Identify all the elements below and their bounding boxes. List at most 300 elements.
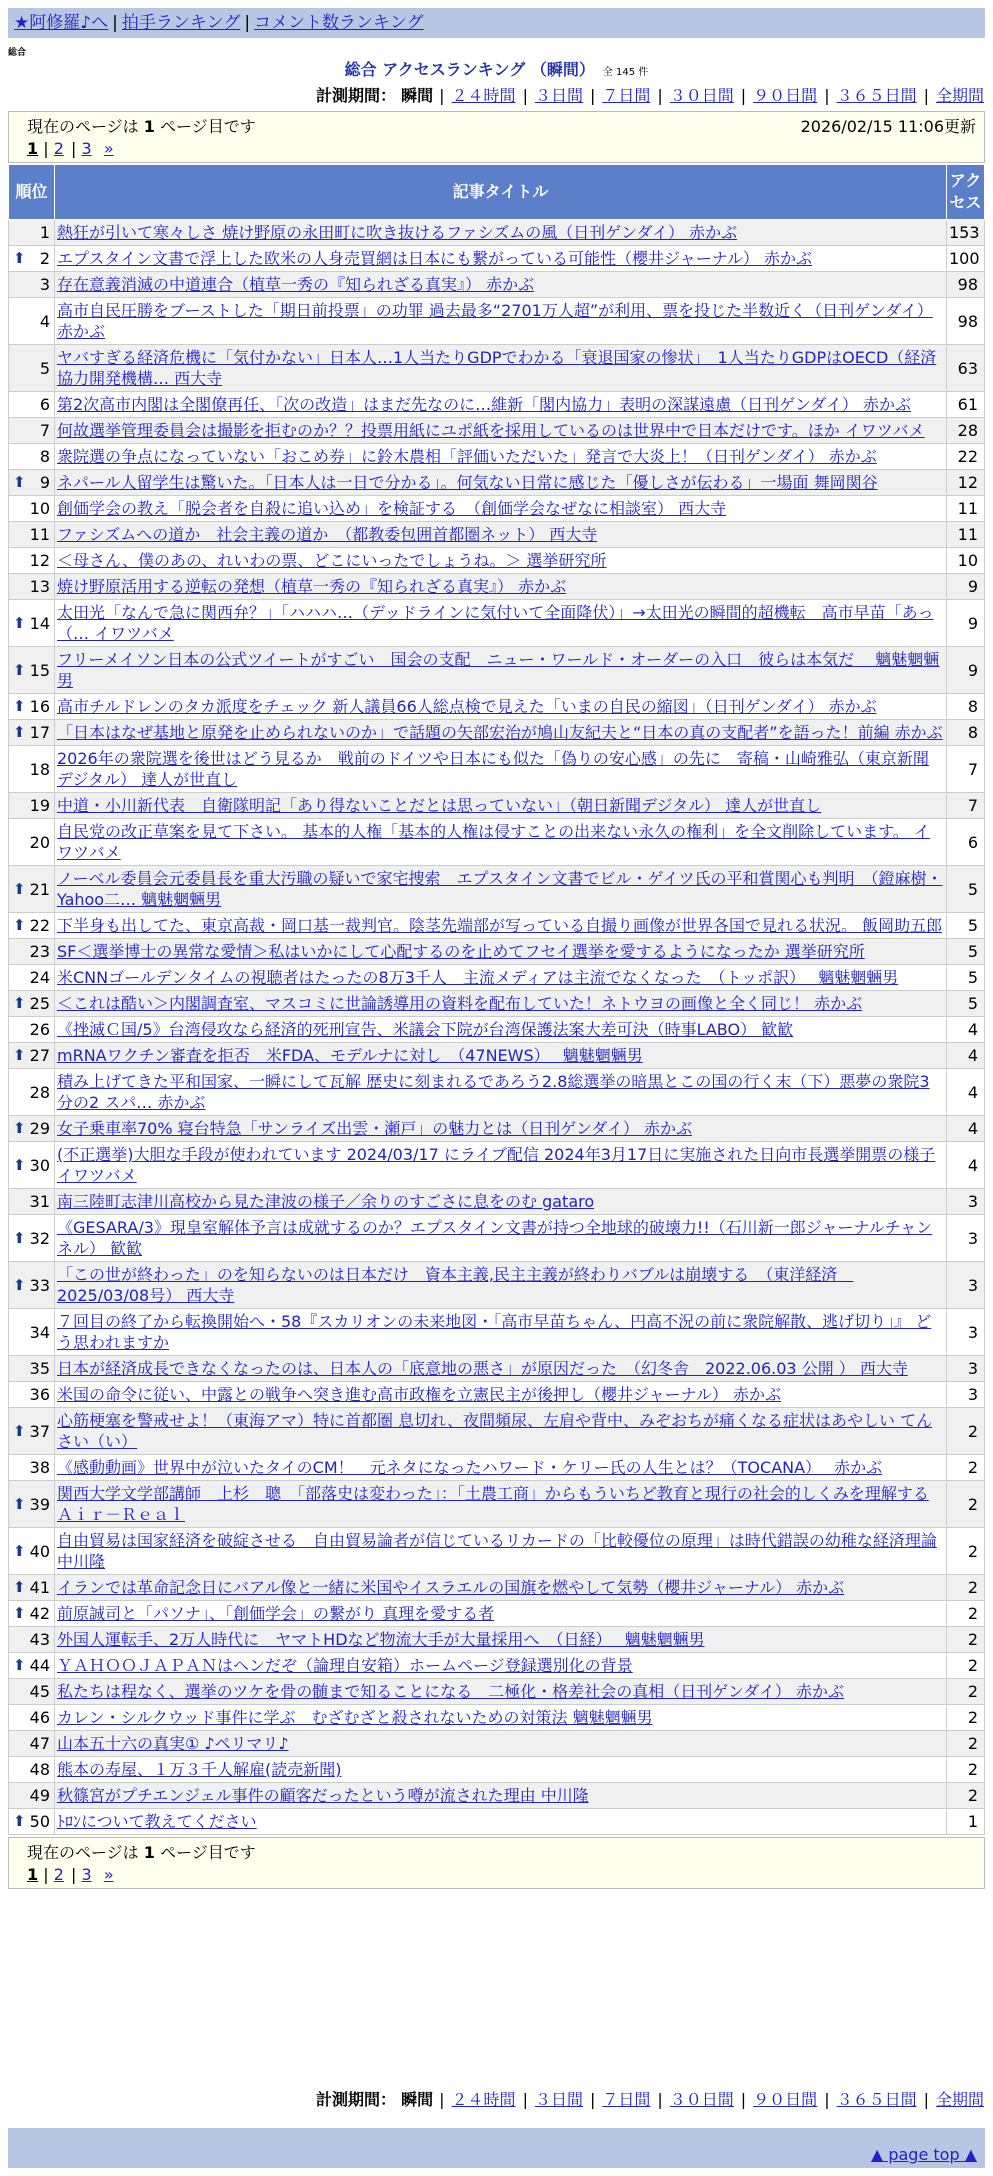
rank-number: 7 [39, 421, 50, 440]
rank-cell [9, 1408, 55, 1455]
rank-cell [9, 470, 55, 496]
article-link[interactable]: 「この世が終わった」のを知らないのは日本だけ 資本主義,民主主義が終わりバブルは崩壊する （東洋経済 2025/03/08号） 西大寺 [57, 1265, 854, 1305]
article-link[interactable]: 米国の命令に従い、中露との戦争へ突き進む高市政権を立憲民主が後押し（櫻井ジャーナル） 赤かぶ [57, 1385, 781, 1404]
period-link-30d[interactable]: ３０日間 [669, 86, 734, 105]
table-row [9, 1017, 985, 1043]
rank-cell [9, 1705, 55, 1731]
access-count: 153 [947, 220, 985, 246]
rank-cell [9, 574, 55, 600]
article-link[interactable]: 日本が経済成長できなくなったのは、日本人の「底意地の悪さ」が原因だった （幻冬舎 2022.06.03 公開 ） 西大寺 [57, 1359, 908, 1378]
nav-link-asyura[interactable]: ★阿修羅♪へ [14, 13, 109, 33]
rank-number: 4 [39, 311, 50, 331]
period-current: 瞬間 [401, 86, 434, 105]
title-cell [55, 345, 947, 392]
access-count: 2 [947, 1528, 985, 1575]
rank-up-arrow-icon: ⬆ [13, 1812, 26, 1830]
period-link-7d[interactable]: ７日間 [602, 2090, 651, 2109]
page-current: 1 [27, 139, 39, 158]
rank-number: 20 [29, 832, 50, 852]
article-link[interactable]: 第2次高市内閣は全閣僚再任、「次の改造」はまだ先なのに…維新「閣内協力」表明の深謀遠慮（日刊ゲンダイ） 赤かぶ [57, 395, 911, 414]
article-link[interactable]: 2026年の衆院選を後世はどう見るか 戦前のドイツや日本にも似た「偽りの安心感」の先に 寄稿・山崎雅弘（東京新聞デジタル） 達人が世直し [57, 749, 929, 789]
table-row [9, 574, 985, 600]
rank-number: 37 [29, 1421, 50, 1441]
table-row [9, 345, 985, 392]
article-link[interactable]: ヤバすぎる経済危機に「気付かない」日本人…1人当たりGDPでわかる「衰退国家の惨状」 1人当たりGDPはOECD（経済協力開発機構… 西大寺 [57, 348, 937, 388]
article-link[interactable]: 《GESARA/3》現皇室解体予言は成就するのか？エプスタイン文書が持つ全地球的破壊力!!（石川新一郎ジャーナルチャンネル） 歓歓 [57, 1218, 933, 1258]
rank-cell [9, 819, 55, 866]
article-link[interactable]: 太田光「なんで急に関西弁？」「ハハハ…（デッドラインに気付いて全面降伏）」→太田光の瞬間的超機転 高市早苗「あっ（… イワツバメ [57, 603, 934, 643]
article-link[interactable]: エプスタイン文書で浮上した欧米の人身売買網は日本にも繋がっている可能性（櫻井ジャーナル） 赤かぶ [57, 249, 813, 268]
rank-cell [9, 1731, 55, 1757]
rank-up-arrow-icon: ⬆ [13, 1119, 26, 1137]
rank-number: 30 [29, 1155, 50, 1175]
rank-cell [9, 1455, 55, 1481]
article-link[interactable]: 中道・小川新代表 自衛隊明記「あり得ないことだとは思っていない」（朝日新聞デジタル） 達人が世直し [57, 796, 822, 815]
access-count: 10 [947, 548, 985, 574]
title-cell [55, 1481, 947, 1528]
rank-up-arrow-icon: ⬆ [13, 916, 26, 934]
rank-number: 32 [29, 1228, 50, 1248]
access-count: 11 [947, 496, 985, 522]
rank-up-arrow-icon: ⬆ [13, 1578, 26, 1596]
rank-cell [9, 1262, 55, 1309]
nav-link-comment-ranking[interactable]: コメント数ランキング [254, 13, 424, 33]
article-link[interactable]: 熊本の寿屋、１万３千人解雇(読売新聞) [57, 1760, 342, 1779]
title-cell [55, 1705, 947, 1731]
table-row [9, 1356, 985, 1382]
article-link[interactable]: カレン・シルクウッド事件に学ぶ むざむざと殺されないための対策法 魑魅魍魎男 [57, 1708, 653, 1727]
table-row [9, 1116, 985, 1142]
page-current: 1 [27, 1865, 39, 1884]
rank-cell [9, 345, 55, 392]
rank-up-arrow-icon: ⬆ [13, 473, 26, 491]
rank-cell [9, 1809, 55, 1835]
rank-number: 21 [29, 879, 50, 899]
period-link-7d[interactable]: ７日間 [602, 86, 651, 105]
rank-number: 3 [39, 275, 50, 294]
rank-number: 1 [39, 223, 50, 242]
access-count: 98 [947, 298, 985, 345]
rank-number: 39 [29, 1494, 50, 1514]
period-link-3d[interactable]: ３日間 [534, 86, 583, 105]
page-link-2[interactable]: 2 [53, 1865, 64, 1884]
page-status: 現在のページは 1 ページ目です [27, 1843, 256, 1862]
rank-cell [9, 720, 55, 746]
rank-number: 50 [29, 1812, 50, 1831]
rank-cell [9, 1382, 55, 1408]
title-cell [55, 1382, 947, 1408]
rank-cell [9, 1528, 55, 1575]
rank-number: 24 [29, 968, 50, 987]
access-count: 6 [947, 819, 985, 866]
table-row [9, 793, 985, 819]
table-row [9, 600, 985, 647]
page-heading [0, 60, 993, 83]
title-cell [55, 574, 947, 600]
table-row [9, 1455, 985, 1481]
rank-number: 49 [29, 1786, 50, 1805]
article-link[interactable]: ノーベル委員会元委員長を重大汚職の疑いで家宅捜索 エプスタイン文書でビル・ゲイツ氏の平和賞関心も判明 （鐙麻樹・Yahoo二… 魑魅魍魎男 [57, 869, 943, 909]
rank-cell [9, 1116, 55, 1142]
access-count: 2 [947, 1757, 985, 1783]
rank-cell [9, 246, 55, 272]
table-row [9, 1262, 985, 1309]
article-link[interactable]: 自由貿易は国家経済を破綻させる 自由貿易論者が信じているリカードの「比較優位の原理」は時代錯誤の幼稚な経済理論 中川隆 [57, 1531, 937, 1571]
rank-up-arrow-icon: ⬆ [13, 249, 26, 267]
article-link[interactable]: 《挫滅Ｃ国/5》台湾侵攻なら経済的死刑宣告、米議会下院が台湾保護法案大差可決（時事LABO） 歓歓 [57, 1020, 794, 1039]
page-link-3[interactable]: 3 [81, 139, 92, 158]
table-row [9, 913, 985, 939]
title-cell [55, 1575, 947, 1601]
rank-number: 40 [29, 1541, 50, 1561]
rank-up-arrow-icon: ⬆ [13, 1228, 26, 1247]
article-link[interactable]: SF＜選挙博士の異常な愛情＞私はいかにして心配するのを止めてフセイ選挙を愛するようになったか 選挙研究所 [57, 942, 865, 961]
period-link-all[interactable]: 全期間 [935, 2090, 984, 2109]
article-link[interactable]: ＜これは酷い＞内閣調査室、マスコミに世論誘導用の資料を配布していた！ネトウヨの画像と全く同じ！ 赤かぶ [57, 994, 863, 1013]
rank-cell [9, 1653, 55, 1679]
access-count: 61 [947, 392, 985, 418]
article-link[interactable]: ７回目の終了から転換開始へ・58『スカリオンの未来地図・「高市早苗ちゃん、円高不況の前に衆院解散、逃げ切り」』 どう思われますか [57, 1312, 932, 1352]
rank-cell [9, 1575, 55, 1601]
table-row [9, 1809, 985, 1835]
access-count: 2 [947, 1705, 985, 1731]
access-count: 2 [947, 1601, 985, 1627]
access-count: 5 [947, 866, 985, 913]
title-cell [55, 720, 947, 746]
rank-number: 15 [29, 660, 50, 680]
page-status: 現在のページは 1 ページ目です [27, 117, 256, 136]
period-link-all[interactable]: 全期間 [935, 86, 984, 105]
access-count: 7 [947, 793, 985, 819]
title-cell [55, 991, 947, 1017]
rank-cell [9, 1309, 55, 1356]
article-link[interactable]: イランでは革命記念日にバアル像と一緒に米国やイスラエルの国旗を燃やして気勢（櫻井ジャーナル） 赤かぶ [57, 1578, 845, 1597]
article-link[interactable]: 焼け野原活用する逆転の発想（植草一秀の『知られざる真実』） 赤かぶ [57, 577, 567, 596]
page-link-2[interactable]: 2 [53, 139, 64, 158]
rank-number: 33 [29, 1275, 50, 1295]
access-count: 4 [947, 1043, 985, 1069]
table-row [9, 1601, 985, 1627]
ranking-body [9, 220, 985, 1835]
access-count: 1 [947, 1809, 985, 1835]
rank-cell [9, 496, 55, 522]
nav-separator: | [112, 13, 118, 33]
access-count: 2 [947, 1575, 985, 1601]
rank-number: 45 [29, 1682, 50, 1701]
rank-cell [9, 298, 55, 345]
access-count: 22 [947, 444, 985, 470]
table-row [9, 392, 985, 418]
article-link[interactable]: 女子乗車率70% 寝台特急「サンライズ出雲・瀬戸」の魅力とは（日刊ゲンダイ） 赤かぶ [57, 1119, 693, 1138]
access-count: 11 [947, 522, 985, 548]
article-link[interactable]: ファシズムへの道か 社会主義の道か （都教委包囲首都圏ネット） 西大寺 [57, 525, 598, 544]
table-row [9, 1481, 985, 1528]
article-link[interactable]: 積み上げてきた平和国家、一瞬にして瓦解 歴史に刻まれるであろう2.8総選挙の暗黒とこの国の行く末（下）悪夢の衆院3分の2 スパ… 赤かぶ [57, 1072, 930, 1112]
rank-cell [9, 1215, 55, 1262]
rank-up-arrow-icon: ⬆ [13, 1046, 26, 1064]
title-cell [55, 522, 947, 548]
title-cell [55, 1809, 947, 1835]
period-link-365d[interactable]: ３６５日間 [836, 86, 917, 105]
article-link[interactable]: 山本五十六の真実① ♪ペリマリ♪ [57, 1734, 289, 1753]
table-row [9, 1528, 985, 1575]
rank-number: 44 [29, 1656, 50, 1675]
table-row [9, 1309, 985, 1356]
title-cell [55, 1142, 947, 1189]
table-row [9, 1731, 985, 1757]
article-link[interactable]: 高市チルドレンのタカ派度をチェック 新人議員66人総点検で見えた「いまの自民の縮図」（日刊ゲンダイ） 赤かぶ [57, 697, 877, 716]
table-row [9, 819, 985, 866]
title-cell [55, 1731, 947, 1757]
rank-number: 36 [29, 1385, 50, 1404]
access-count: 3 [947, 1382, 985, 1408]
period-link-30d[interactable]: ３０日間 [669, 2090, 734, 2109]
title-cell [55, 444, 947, 470]
access-count: 4 [947, 1017, 985, 1043]
period-link-90d[interactable]: ９０日間 [753, 2090, 818, 2109]
article-link[interactable]: フリーメイソン日本の公式ツイートがすごい 国会の支配 ニュー・ワールド・オーダーの入口 彼らは本気だ 魑魅魍魎男 [57, 650, 940, 690]
rank-cell [9, 647, 55, 694]
article-link[interactable]: 米CNNゴールデンタイムの視聴者はたったの8万3千人 主流メディアは主流でなくなった （トッポ訳） 魑魅魍魎男 [57, 968, 899, 987]
table-row [9, 1215, 985, 1262]
rank-cell [9, 600, 55, 647]
rank-cell [9, 392, 55, 418]
title-cell [55, 1262, 947, 1309]
article-link[interactable]: mRNAワクチン審査を拒否 米FDA、モデルナに対し （47NEWS） 魑魅魍魎男 [57, 1046, 643, 1065]
access-count: 2 [947, 1408, 985, 1455]
rank-number: 23 [29, 942, 50, 961]
page-link-3[interactable]: 3 [81, 1865, 92, 1884]
table-row [9, 991, 985, 1017]
article-link[interactable]: ﾄﾛﾝについて教えてください [57, 1812, 257, 1831]
page-next[interactable]: » [103, 139, 114, 158]
table-row [9, 548, 985, 574]
table-row [9, 1189, 985, 1215]
article-link[interactable]: 秋篠宮がプチエンジェル事件の顧客だったという噂が流された理由 中川隆 [57, 1786, 589, 1805]
article-link[interactable]: (不正選挙)大胆な手段が使われています 2024/03/17 にライブ配信 2024年3月17日に実施された日向市長選挙開票の様子 イワツバメ [57, 1145, 936, 1185]
header-title: 記事タイトル [55, 165, 947, 220]
title-cell [55, 298, 947, 345]
title-cell [55, 1783, 947, 1809]
rank-number: 6 [39, 395, 50, 414]
rank-cell [9, 1627, 55, 1653]
title-cell [55, 1627, 947, 1653]
page-info-bottom [8, 1837, 985, 1889]
title-cell [55, 746, 947, 793]
access-count: 9 [947, 600, 985, 647]
table-row [9, 1757, 985, 1783]
rank-number: 28 [29, 1082, 50, 1102]
article-link[interactable]: 何故選挙管理委員会は撮影を拒むのか？？投票用紙にユポ紙を採用しているのは世界中で日本だけです。ほか イワツバメ [57, 421, 925, 440]
access-count: 4 [947, 1142, 985, 1189]
period-link-365d[interactable]: ３６５日間 [836, 2090, 917, 2109]
rank-number: 34 [29, 1322, 50, 1342]
access-count: 3 [947, 1189, 985, 1215]
period-link-3d[interactable]: ３日間 [534, 2090, 583, 2109]
table-row [9, 1783, 985, 1809]
rank-number: 13 [29, 577, 50, 596]
access-count: 3 [947, 1215, 985, 1262]
rank-cell [9, 1189, 55, 1215]
page-title: 総合 アクセスランキング （瞬間） [344, 60, 595, 79]
article-link[interactable]: 私たちは程なく、選挙のツケを骨の髄まで知ることになる 二極化・格差社会の真相（日刊ゲンダイ） 赤かぶ [57, 1682, 845, 1701]
rank-up-arrow-icon: ⬆ [13, 1604, 26, 1622]
table-row [9, 694, 985, 720]
title-cell [55, 1408, 947, 1455]
access-count: 5 [947, 939, 985, 965]
rank-number: 17 [29, 723, 50, 742]
rank-number: 22 [29, 916, 50, 935]
article-link[interactable]: ネパール人留学生は驚いた。「日本人は一日で分かる」。何気ない日常に感じた「優しさが伝わる」一場面 舞岡関谷 [57, 473, 878, 492]
rank-cell [9, 220, 55, 246]
title-cell [55, 1215, 947, 1262]
article-link[interactable]: 心筋梗塞を警戒せよ！（東海アマ）特に首都圏 息切れ、夜間頻尿、左肩や背中、みぞおちが痛くなる症状はあやしい てんさい（い） [57, 1411, 933, 1451]
article-link[interactable]: 衆院選の争点になっていない「おこめ券」に鈴木農相「評価いただいた」発言で大炎上！（日刊ゲンダイ） 赤かぶ [57, 447, 877, 466]
title-cell [55, 1017, 947, 1043]
rank-cell [9, 418, 55, 444]
rank-number: 14 [29, 613, 50, 633]
access-count: 2 [947, 1455, 985, 1481]
table-row [9, 496, 985, 522]
rank-number: 41 [29, 1578, 50, 1597]
article-link[interactable]: 高市自民圧勝をブーストした「期日前投票」の功罪 過去最多“2701万人超”が利用、票を投じた半数近く（日刊ゲンダイ） 赤かぶ [57, 301, 933, 341]
table-row [9, 272, 985, 298]
table-row [9, 1043, 985, 1069]
article-link[interactable]: 南三陸町志津川高校から見た津波の様子／余りのすごさに息をのむ gataro [57, 1192, 595, 1211]
access-count: 2 [947, 1481, 985, 1528]
rank-up-arrow-icon: ⬆ [13, 1275, 26, 1294]
header-rank: 順位 [9, 165, 55, 220]
access-count: 7 [947, 746, 985, 793]
table-row [9, 298, 985, 345]
title-cell [55, 496, 947, 522]
rank-number: 18 [29, 759, 50, 779]
period-selector-bottom: 計測期間： 瞬間 | ２４時間 | ３日間 | ７日間 | ３０日間 | ９０日間 | ３６５日間 | 全期間 [316, 2090, 984, 2109]
table-row [9, 1575, 985, 1601]
access-count: 2 [947, 1627, 985, 1653]
rank-cell [9, 793, 55, 819]
title-cell [55, 600, 947, 647]
rank-up-arrow-icon: ⬆ [13, 723, 26, 741]
title-cell [55, 866, 947, 913]
period-label: 計測期間： [316, 86, 397, 105]
table-row [9, 647, 985, 694]
table-row [9, 1653, 985, 1679]
title-cell [55, 793, 947, 819]
rank-number: 47 [29, 1734, 50, 1753]
table-row [9, 1069, 985, 1116]
title-cell [55, 819, 947, 866]
nav-separator: | [244, 13, 251, 33]
table-row [9, 939, 985, 965]
access-count: 5 [947, 991, 985, 1017]
rank-number: 42 [29, 1604, 50, 1623]
title-cell [55, 1356, 947, 1382]
title-cell [55, 548, 947, 574]
rank-up-arrow-icon: ⬆ [13, 1421, 26, 1440]
rank-number: 5 [39, 358, 50, 378]
title-cell [55, 694, 947, 720]
title-cell [55, 1653, 947, 1679]
article-link[interactable]: 「日本はなぜ基地と原発を止められないのか」で話題の矢部宏治が鳩山友紀夫と“日本の真の支配者”を語った！前編 赤かぶ [57, 723, 943, 742]
rank-cell [9, 1783, 55, 1809]
article-link[interactable]: 熱狂が引いて寒々しさ 焼け野原の永田町に吹き抜けるファシズムの風（日刊ゲンダイ） 赤かぶ [57, 223, 738, 242]
access-count: 8 [947, 694, 985, 720]
table-row [9, 220, 985, 246]
rank-cell [9, 694, 55, 720]
rank-cell [9, 272, 55, 298]
rank-number: 31 [29, 1192, 50, 1211]
article-link[interactable]: 創価学会の教え「脱会者を自殺に追い込め」を検証する （創価学会なぜなに相談室） 西大寺 [57, 499, 727, 518]
table-row [9, 1408, 985, 1455]
rank-cell [9, 1069, 55, 1116]
table-row [9, 522, 985, 548]
ranking-table [8, 164, 985, 1835]
title-cell [55, 965, 947, 991]
article-link[interactable]: 自民党の改正草案を見て下さい。 基本的人権「基本的人権は侵すことの出来ない永久の権利」を全文削除しています。 イワツバメ [57, 822, 930, 862]
access-count: 5 [947, 913, 985, 939]
period-link-24h[interactable]: ２４時間 [451, 86, 516, 105]
article-link[interactable]: 存在意義消滅の中道連合（植草一秀の『知られざる真実』） 赤かぶ [57, 275, 535, 294]
rank-cell [9, 913, 55, 939]
nav-link-clap-ranking[interactable]: 拍手ランキング [121, 13, 241, 33]
table-row [9, 866, 985, 913]
rank-cell [9, 1142, 55, 1189]
access-count: 8 [947, 720, 985, 746]
access-count: 2 [947, 1653, 985, 1679]
article-link[interactable]: 前原誠司と「パソナ」、「創価学会」の繋がり 真理を愛する者 [57, 1604, 495, 1623]
page-next[interactable]: » [103, 1865, 114, 1884]
table-row [9, 470, 985, 496]
access-count: 4 [947, 1116, 985, 1142]
table-row [9, 418, 985, 444]
title-cell [55, 1189, 947, 1215]
rank-cell [9, 746, 55, 793]
article-link[interactable]: ＜母さん、僕のあの、れいわの票、どこにいったでしょうね。＞ 選挙研究所 [57, 551, 607, 570]
table-row [9, 444, 985, 470]
title-cell [55, 913, 947, 939]
rank-number: 2 [39, 249, 50, 268]
rank-cell [9, 1757, 55, 1783]
article-link[interactable]: 関西大学文学部講師 上杉 聰 「部落史は変わった」：「土農工商」からもういちど教育と現行の社会的しくみを理解する Ａｉｒ－Ｒｅａｌ [57, 1484, 929, 1524]
access-count: 2 [947, 1783, 985, 1809]
article-link[interactable]: 下半身も出してた、東京高裁・岡口基一裁判官。陰茎先端部が写っている自撮り画像が世界各国で見れる状況。 飯岡助五郎 [57, 916, 943, 935]
title-cell [55, 1757, 947, 1783]
period-link-24h[interactable]: ２４時間 [451, 2090, 516, 2109]
rank-up-arrow-icon: ⬆ [13, 1541, 26, 1560]
title-cell [55, 418, 947, 444]
access-count: 9 [947, 574, 985, 600]
article-link[interactable]: ＹＡＨＯＯＪＡＰＡＮはヘンだぞ（論理自安箱）ホームページ登録選別化の背景 [57, 1656, 633, 1675]
access-count: 63 [947, 345, 985, 392]
rank-cell [9, 548, 55, 574]
period-link-90d[interactable]: ９０日間 [753, 86, 818, 105]
title-cell [55, 246, 947, 272]
updated-time: 2026/02/15 11:06更新 [800, 117, 976, 136]
page-top-link[interactable]: ▲ page top ▲ [870, 2145, 977, 2164]
article-link[interactable]: 外国人運転手、2万人時代に ヤマトHDなど物流大手が大量採用へ （日経） 魑魅魍魎男 [57, 1630, 705, 1649]
article-link[interactable]: 《感動動画》世界中が泣いたタイのCM！ 元ネタになったハワード・ケリー氏の人生とは？（TOCANA） 赤かぶ [57, 1458, 883, 1477]
rank-cell [9, 939, 55, 965]
title-cell [55, 1528, 947, 1575]
rank-number: 48 [29, 1760, 50, 1779]
access-count: 3 [947, 1309, 985, 1356]
title-cell [55, 1679, 947, 1705]
title-cell [55, 220, 947, 246]
rank-number: 46 [29, 1708, 50, 1727]
rank-up-arrow-icon: ⬆ [13, 660, 26, 679]
rank-number: 19 [29, 796, 50, 815]
